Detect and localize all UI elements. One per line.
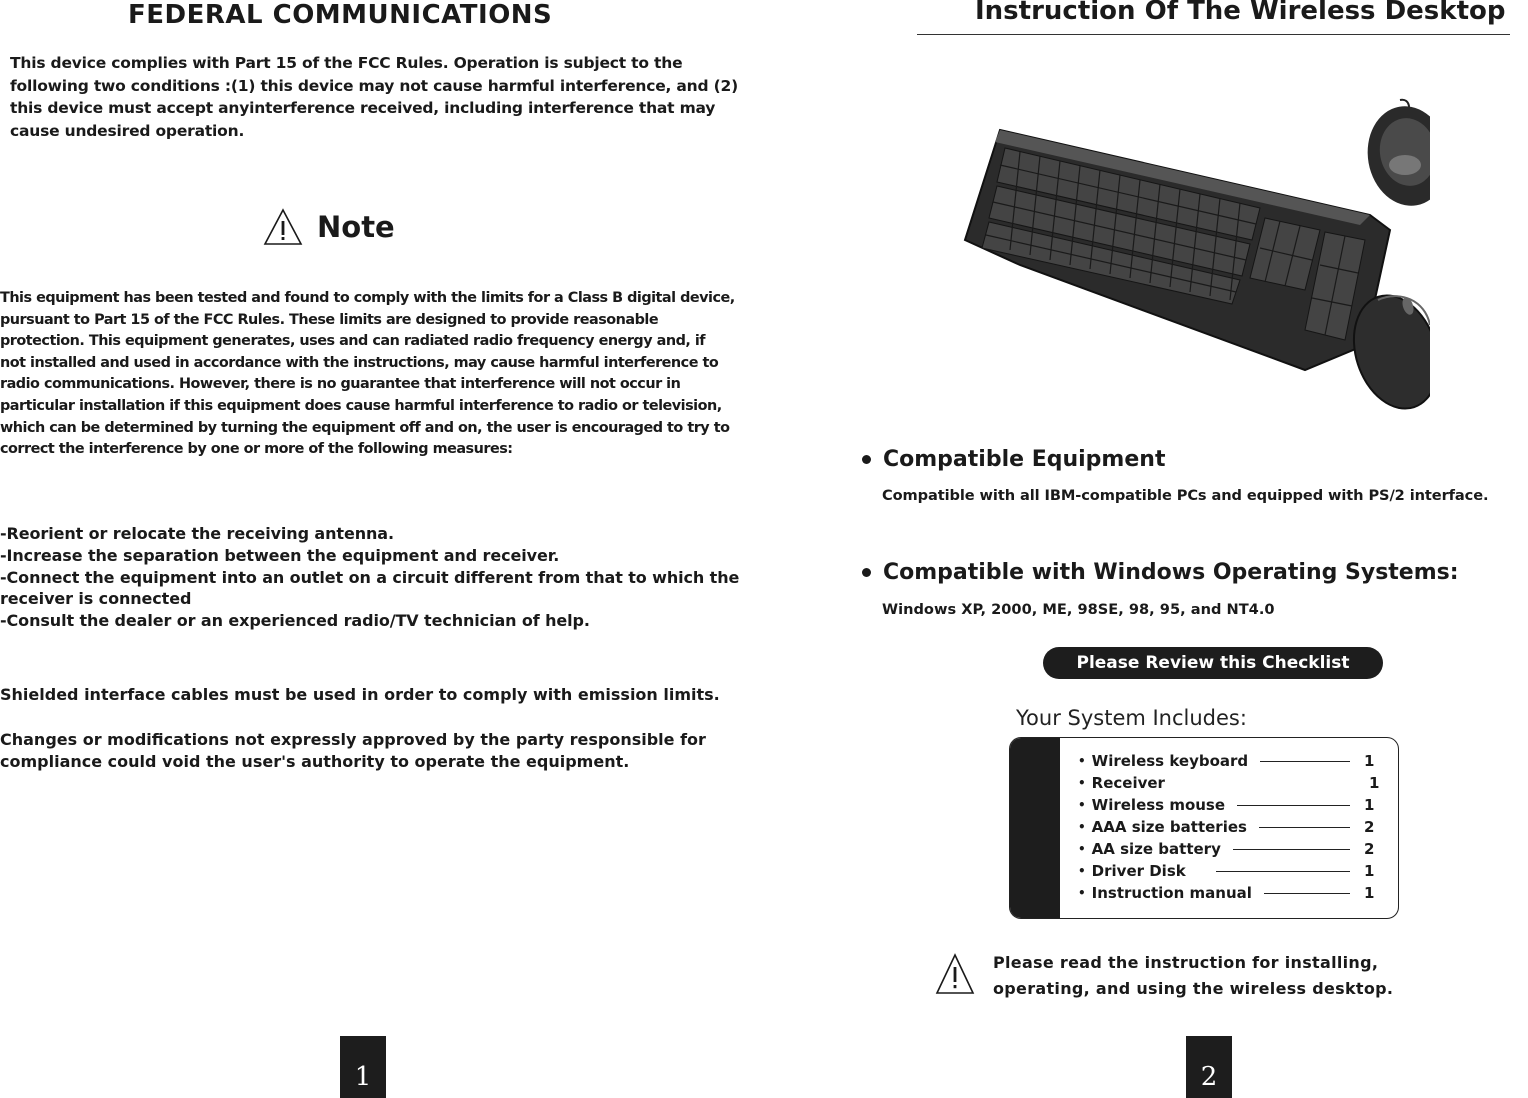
warning-line-2: operating, and using the wireless desktop. <box>993 979 1394 998</box>
item-label: Wireless mouse <box>1091 796 1226 814</box>
interference-measures-list <box>0 523 740 632</box>
item-label: Instruction manual <box>1091 884 1252 902</box>
item-quantity: 1 <box>1368 774 1380 792</box>
bullet-icon <box>862 568 871 577</box>
compatible-equipment-heading <box>862 447 1165 472</box>
page-number-2: 2 <box>1186 1036 1232 1098</box>
page-number-1: 1 <box>340 1036 386 1098</box>
fcc-title: FEDERAL COMMUNICATIONS <box>128 0 553 30</box>
right-page-title: Instruction Of The Wireless Desktop <box>975 0 1506 26</box>
fcc-compliance-statement: This device complies with Part 15 of the FCC Rules. Operation is subject to the following two conditions :(1) this device may not cause harmful interference, and (2) this device must accept anyinterference received, including interference that may cause undesired operation. <box>10 54 738 140</box>
checklist-item <box>1078 860 1378 882</box>
system-includes-heading: Your System Includes: <box>1016 706 1247 730</box>
install-warning-text <box>993 950 1463 1002</box>
checklist-item <box>1078 838 1378 860</box>
compatible-os-text: Windows XP, 2000, ME, 98SE, 98, 95, and NT4.0 <box>882 601 1275 618</box>
note-label: Note <box>317 210 395 244</box>
bullet-icon: • <box>1078 776 1086 790</box>
checklist-item <box>1078 882 1378 904</box>
measure-item: -Connect the equipment into an outlet on a circuit different from that to which the receiver is connected <box>0 567 740 609</box>
bullet-icon: • <box>1078 842 1086 856</box>
item-quantity: 1 <box>1364 862 1375 880</box>
checklist-item <box>1078 794 1378 816</box>
checklist-item <box>1078 816 1378 838</box>
checklist-pill: Please Review this Checklist <box>1043 647 1383 679</box>
bullet-icon: • <box>1078 864 1086 878</box>
warning-line-1: Please read the instruction for installing, <box>993 953 1379 972</box>
item-quantity: 1 <box>1364 752 1375 770</box>
checklist-side-tab <box>1010 738 1060 918</box>
shielded-cables-text: Shielded interface cables must be used in order to comply with emission limits. <box>0 685 720 704</box>
warning-triangle-icon <box>935 953 975 995</box>
checklist-items <box>1078 750 1378 904</box>
measure-item: -Consult the dealer or an experienced radio/TV technician of help. <box>0 611 590 631</box>
bullet-icon: • <box>1078 820 1086 834</box>
item-quantity: 2 <box>1364 840 1375 858</box>
title-divider <box>917 34 1510 35</box>
measure-item: -Increase the separation between the equipment and receiver. <box>0 545 560 565</box>
compatible-equipment-text: Compatible with all IBM-compatible PCs and equipped with PS/2 interface. <box>882 487 1489 504</box>
leader-line <box>1237 805 1350 806</box>
note-paragraph: This equipment has been tested and found to comply with the limits for a Class B digital device, pursuant to Part 15 of the FCC Rules. These limits are designed to provide reasonable protection. This equipment generates, uses and can radiated radio frequency energy and, if not installed and used in accordance with the instructions, may cause harmful interference to radio communications. However, there is no guarantee that interference will not occur in particular installation if this equipment does cause harmful interference to radio or television, which can be determined by turning the equipment off and on, the user is encouraged to try to correct the interference by one or more of the following measures: <box>0 290 735 458</box>
warning-triangle-icon <box>263 208 303 246</box>
bullet-icon: • <box>1078 754 1086 768</box>
item-label: Wireless keyboard <box>1091 752 1249 770</box>
compatible-os-heading-text: Compatible with Windows Operating Systems: <box>883 560 1459 585</box>
checklist-item <box>1078 750 1378 772</box>
item-quantity: 2 <box>1364 818 1375 836</box>
item-quantity: 1 <box>1364 796 1375 814</box>
checklist-box <box>1009 737 1399 919</box>
leader-line <box>1260 761 1350 762</box>
leader-line <box>1216 871 1350 872</box>
item-label: Driver Disk <box>1091 862 1186 880</box>
item-label: AAA size batteries <box>1091 818 1247 836</box>
note-heading <box>263 205 395 249</box>
changes-warning-text: Changes or modifications not expressly approved by the party responsible for compliance could void the user's authority to operate the equipment. <box>0 730 706 771</box>
measure-item: -Reorient or relocate the receiving antenna. <box>0 524 394 543</box>
bullet-icon: • <box>1078 798 1086 812</box>
item-quantity: 1 <box>1364 884 1375 902</box>
bullet-icon: • <box>1078 886 1086 900</box>
checklist-item <box>1078 772 1378 794</box>
leader-line <box>1264 893 1350 894</box>
bullet-icon <box>862 455 871 464</box>
keyboard-mouse-illustration <box>960 90 1430 420</box>
compatible-os-heading <box>862 560 1459 585</box>
leader-line <box>1259 827 1350 828</box>
leader-line <box>1233 849 1350 850</box>
item-label: AA size battery <box>1091 840 1221 858</box>
item-label: Receiver <box>1091 774 1165 792</box>
install-warning <box>935 950 1463 1002</box>
compatible-equipment-heading-text: Compatible Equipment <box>883 447 1166 472</box>
